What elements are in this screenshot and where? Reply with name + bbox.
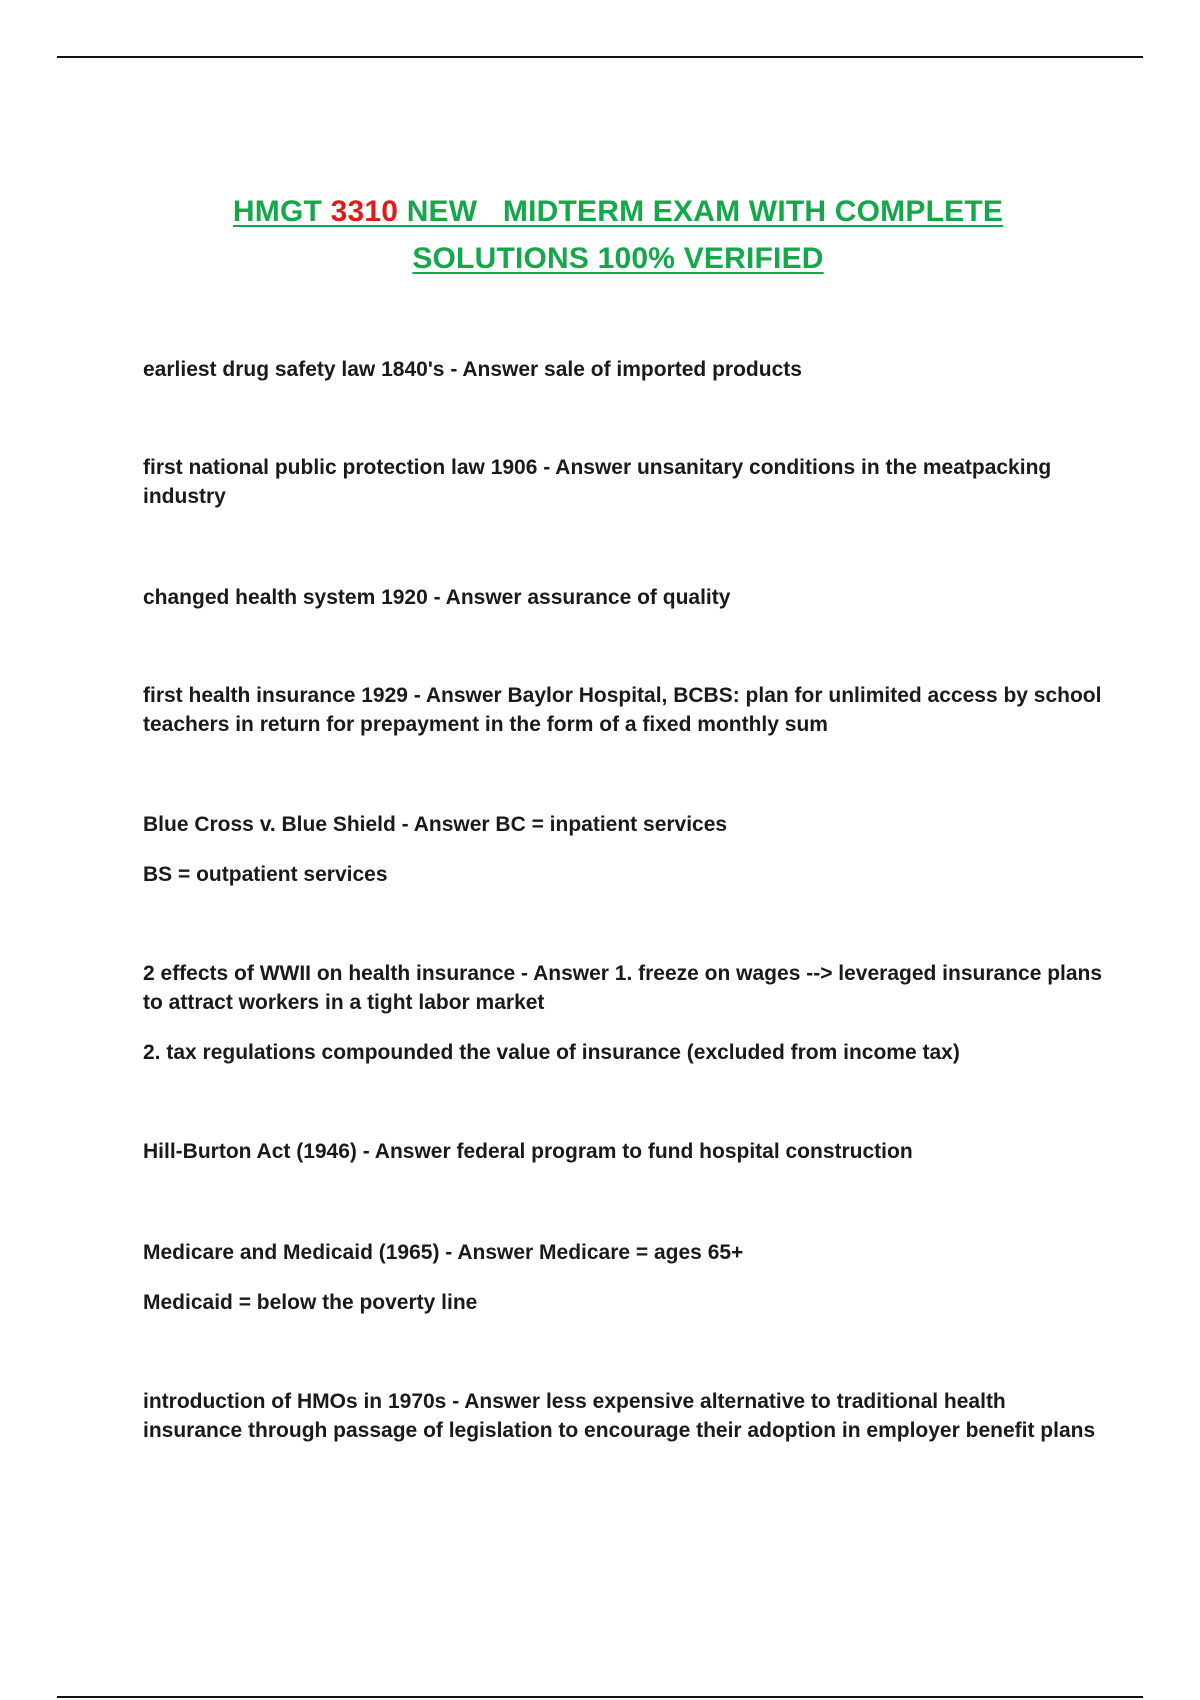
title-course-number: 3310 <box>330 195 399 228</box>
qa-text: first health insurance 1929 - Answer Baylor Hospital, BCBS: plan for unlimited access by school teachers in return for prepayment in the form of a fixed monthly sum <box>143 684 1102 736</box>
qa-text: BS = outpatient services <box>143 863 388 886</box>
qa-item-1 <box>143 355 1103 384</box>
qa-text: Medicaid = below the poverty line <box>143 1291 478 1314</box>
title-line1-rest: NEW MIDTERM EXAM WITH COMPLETE <box>406 195 1004 228</box>
footer-rule <box>57 1696 1143 1698</box>
qa-item-4 <box>143 681 1103 739</box>
qa-item-6 <box>143 959 1103 1067</box>
title-line2-text: SOLUTIONS 100% VERIFIED <box>412 242 824 275</box>
qa-text: changed health system 1920 - Answer assurance of quality <box>143 586 731 609</box>
title-hmgt: HMGT <box>232 195 323 228</box>
qa-text: first national public protection law 1906 - Answer unsanitary conditions in the meatpacking industry <box>143 456 1052 508</box>
qa-text: Blue Cross v. Blue Shield - Answer BC = inpatient services <box>143 813 728 836</box>
qa-item-3 <box>143 583 1103 612</box>
title-line-2 <box>0 235 1200 282</box>
qa-text: earliest drug safety law 1840's - Answer sale of imported products <box>143 358 802 381</box>
qa-item-2 <box>143 453 1103 511</box>
qa-text: 2 effects of WWII on health insurance - Answer 1. freeze on wages --> leveraged insurance plans to attract workers in a tight labor market <box>143 962 1103 1014</box>
qa-item-8 <box>143 1238 1103 1317</box>
header-rule <box>57 56 1143 58</box>
document-title <box>0 188 1200 282</box>
qa-text: Medicare and Medicaid (1965) - Answer Medicare = ages 65+ <box>143 1241 744 1264</box>
qa-text: 2. tax regulations compounded the value of insurance (excluded from income tax) <box>143 1041 960 1064</box>
qa-item-9 <box>143 1387 1103 1445</box>
qa-text: introduction of HMOs in 1970s - Answer less expensive alternative to traditional health insurance through passage of legislation to encourage their adoption in employer benefit plans <box>143 1390 1096 1442</box>
qa-text: Hill-Burton Act (1946) - Answer federal program to fund hospital construction <box>143 1140 913 1163</box>
title-line-1 <box>0 188 1200 235</box>
qa-item-5 <box>143 810 1103 889</box>
qa-item-7 <box>143 1137 1103 1166</box>
